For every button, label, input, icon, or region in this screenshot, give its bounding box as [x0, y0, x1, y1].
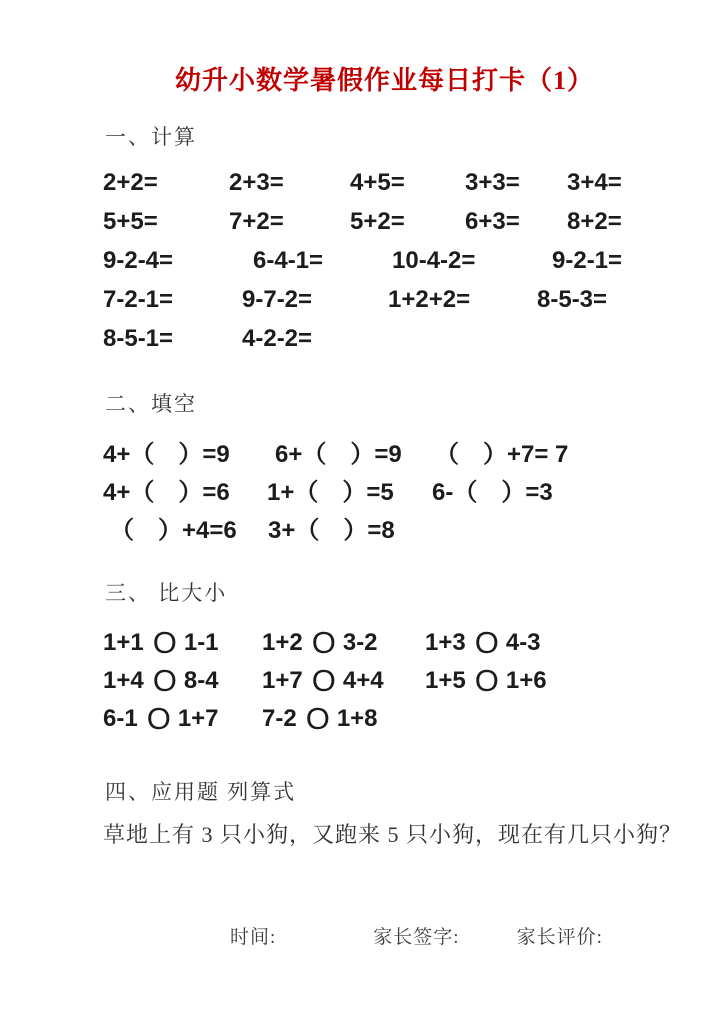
comparison-right: 3-2	[342, 629, 378, 656]
equation: 3+4=	[567, 168, 622, 196]
comparison-item	[103, 624, 262, 660]
comparison-item	[262, 662, 425, 698]
equation: 9-7-2=	[242, 285, 313, 313]
footer	[0, 922, 603, 949]
comparison-row	[0, 624, 723, 662]
section-heading-fill-blank: 二、填空	[105, 392, 197, 416]
equation-row	[0, 432, 723, 470]
section-fill-blank	[0, 432, 723, 546]
comparison-item	[103, 662, 262, 698]
equation: 9-2-4=	[103, 246, 174, 274]
comparison-circle-icon: O	[311, 624, 336, 660]
comparison-left: 1+2	[262, 629, 303, 656]
equation: 5+5=	[103, 207, 158, 235]
comparison-right: 1+7	[177, 705, 219, 732]
comparison-row	[0, 700, 723, 738]
equation: 4-2-2=	[242, 324, 313, 352]
section-heading-compare: 三、 比大小	[105, 581, 228, 605]
equation-row	[0, 163, 723, 202]
equation: 1+2+2=	[388, 285, 471, 313]
comparison-right: 8-4	[183, 667, 219, 694]
comparison-circle-icon: O	[146, 700, 171, 736]
comparison-right: 1-1	[183, 629, 219, 656]
parent-signature-label: 家长签字:	[373, 927, 460, 948]
comparison-circle-icon: O	[305, 700, 330, 736]
comparison-left: 1+7	[262, 667, 303, 694]
word-problem-text: 草地上有 3 只小狗，又跑来 5 只小狗，现在有几只小狗？	[103, 822, 683, 847]
equation: 7-2-1=	[103, 285, 174, 313]
comparison-right: 4+4	[342, 667, 384, 694]
comparison-circle-icon: O	[311, 662, 336, 698]
equation: 6+3=	[465, 207, 520, 235]
comparison-circle-icon: O	[152, 662, 177, 698]
equation-row	[0, 470, 723, 508]
equation: 8+2=	[567, 207, 622, 235]
equation: 6-4-1=	[253, 246, 324, 274]
section-heading-calculation: 一、计算	[105, 125, 197, 149]
comparison-item	[103, 700, 262, 736]
comparison-row	[0, 662, 723, 700]
time-label: 时间:	[230, 927, 277, 948]
comparison-right: 1+6	[505, 667, 547, 694]
comparison-left: 6-1	[103, 705, 138, 732]
comparison-item	[262, 624, 425, 660]
section-compare	[0, 624, 723, 738]
equation: 3+3=	[465, 168, 520, 196]
equation: 4+（ ）=9	[103, 440, 230, 468]
equation: 2+3=	[229, 168, 284, 196]
parent-evaluation-label: 家长评价:	[516, 927, 603, 948]
equation-row	[0, 508, 723, 546]
equation: 8-5-3=	[537, 285, 608, 313]
section-calculation	[0, 163, 723, 358]
comparison-circle-icon: O	[152, 624, 177, 660]
equation-row	[0, 202, 723, 241]
equation: 6-（ ）=3	[432, 478, 553, 506]
equation: 7+2=	[229, 207, 284, 235]
equation: （ ）+4=6	[110, 516, 237, 544]
equation: 5+2=	[350, 207, 405, 235]
comparison-right: 1+8	[336, 705, 378, 732]
comparison-circle-icon: O	[474, 662, 499, 698]
equation-row	[0, 241, 723, 280]
equation: 9-2-1=	[552, 246, 623, 274]
comparison-left: 7-2	[262, 705, 297, 732]
equation: 8-5-1=	[103, 324, 174, 352]
equation: 10-4-2=	[392, 246, 476, 274]
page-title: 幼升小数学暑假作业每日打卡（1）	[174, 66, 594, 95]
equation: 4+（ ）=6	[103, 478, 230, 506]
equation-row	[0, 319, 723, 358]
comparison-left: 1+1	[103, 629, 144, 656]
comparison-item	[425, 662, 547, 698]
comparison-item	[425, 624, 541, 660]
comparison-circle-icon: O	[474, 624, 499, 660]
comparison-left: 1+3	[425, 629, 466, 656]
equation: 2+2=	[103, 168, 158, 196]
equation: 3+（ ）=8	[268, 516, 395, 544]
equation: 1+（ ）=5	[267, 478, 394, 506]
comparison-left: 1+4	[103, 667, 144, 694]
comparison-left: 1+5	[425, 667, 466, 694]
equation: 6+（ ）=9	[275, 440, 402, 468]
equation-row	[0, 280, 723, 319]
comparison-item	[262, 700, 425, 736]
section-heading-word-problem: 四、应用题 列算式	[105, 780, 297, 804]
equation: 4+5=	[350, 168, 405, 196]
comparison-right: 4-3	[505, 629, 541, 656]
equation: （ ）+7= 7	[435, 440, 569, 468]
